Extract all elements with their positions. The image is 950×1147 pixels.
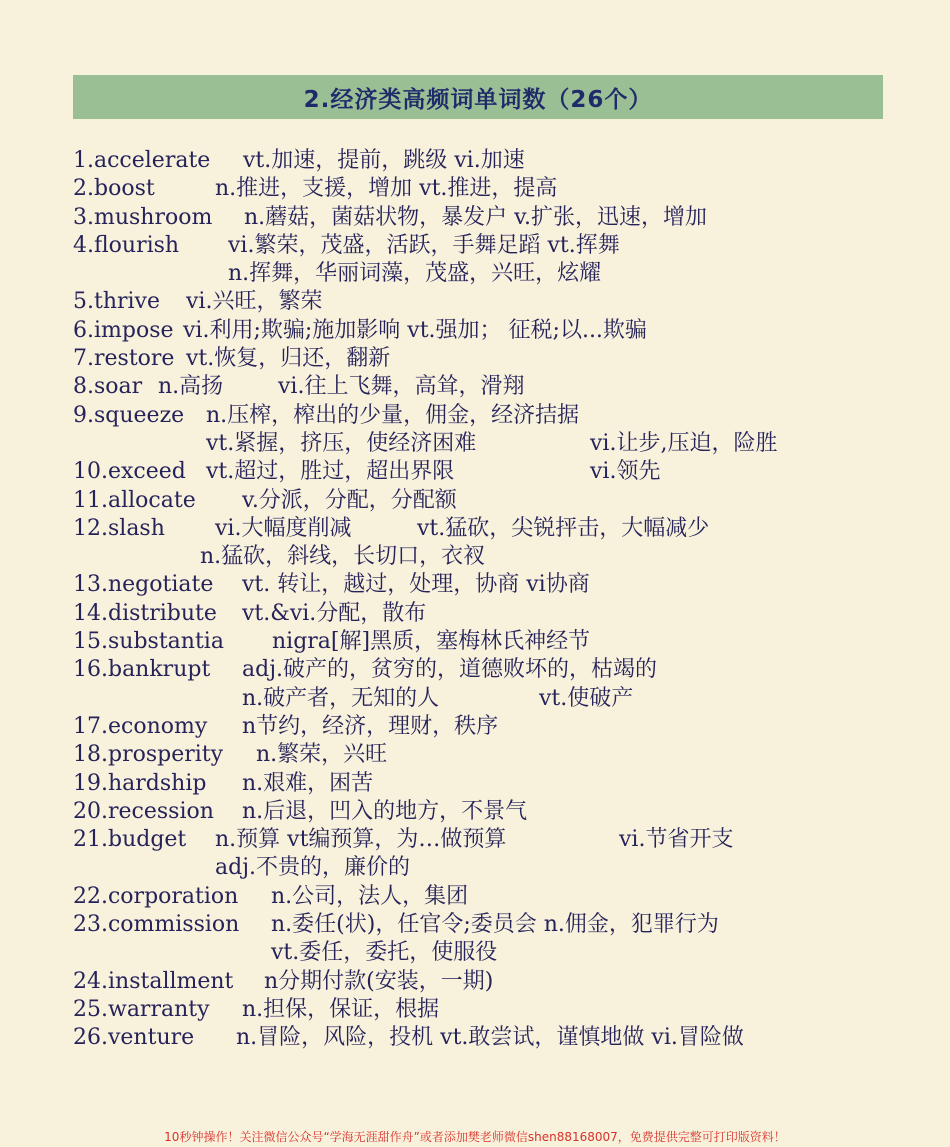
word-entry xyxy=(73,204,933,232)
headword: 22.corporation xyxy=(73,883,239,909)
definition: n.冒险，风险，投机 vt.敢尝试，谨慎地做 vi.冒险做 xyxy=(236,1025,744,1051)
word-entry xyxy=(73,147,933,175)
footer-promo-text: 10秒钟操作！关注微信公众号“学海无涯甜作舟”或者添加樊老师微信shen88168007，免费提供完整可打印版资料！ xyxy=(164,1130,786,1144)
word-entry xyxy=(73,628,933,656)
word-entry xyxy=(73,345,933,373)
definition: n.推进，支援，增加 vt.推进，提高 xyxy=(215,176,558,202)
headword: 8.soar xyxy=(73,374,143,400)
definition: vt.委任，委托，使服役 xyxy=(271,940,498,966)
headword: 18.prosperity xyxy=(73,742,224,768)
definition: n节约，经济，理财，秩序 xyxy=(242,713,499,739)
headword: 11.allocate xyxy=(73,487,196,513)
definition: n.委任(状)，任官令;委员会 n.佣金，犯罪行为 xyxy=(271,912,719,938)
definition: vi.兴旺，繁荣 xyxy=(186,289,323,315)
word-entry-continuation xyxy=(73,854,933,882)
definition: n.艰难，困苦 xyxy=(242,770,374,796)
word-entry xyxy=(73,713,933,741)
word-entry-continuation xyxy=(73,939,933,967)
word-entry-continuation xyxy=(73,685,933,713)
word-entry xyxy=(73,826,933,854)
definition: adj.不贵的，廉价的 xyxy=(215,855,411,881)
word-entry-continuation xyxy=(73,430,933,458)
section-title: 2.经济类高频词单词数（26个） xyxy=(303,86,653,113)
word-entry xyxy=(73,175,933,203)
definition: n.公司，法人，集团 xyxy=(271,883,469,909)
headword: 24.installment xyxy=(73,968,234,994)
word-entry xyxy=(73,741,933,769)
definition: vt.猛砍，尖锐抨击，大幅减少 xyxy=(417,515,710,541)
definition: n.压榨，榨出的少量，佣金，经济拮据 xyxy=(206,402,580,428)
headword: 12.slash xyxy=(73,515,165,541)
word-entry xyxy=(73,571,933,599)
word-entry xyxy=(73,402,933,430)
headword: 16.bankrupt xyxy=(73,657,211,683)
headword: 1.accelerate xyxy=(73,148,211,173)
definition: n.高扬 xyxy=(158,374,224,400)
headword: 2.boost xyxy=(73,176,155,202)
headword: 7.restore xyxy=(73,346,175,372)
headword: 20.recession xyxy=(73,798,214,824)
headword: 5.thrive xyxy=(73,289,161,315)
headword: 25.warranty xyxy=(73,996,210,1022)
definition: v.分派，分配，分配额 xyxy=(242,487,457,513)
headword: 13.negotiate xyxy=(73,572,214,598)
definition: n.挥舞，华丽词藻，茂盛，兴旺，炫耀 xyxy=(228,261,602,287)
definition: vt.加速，提前，跳级 vi.加速 xyxy=(243,148,525,173)
definition: n.破产者，无知的人 xyxy=(242,685,440,711)
headword: 6.impose xyxy=(73,317,174,343)
word-entry xyxy=(73,515,933,543)
headword: 26.venture xyxy=(73,1025,195,1051)
word-entry xyxy=(73,996,933,1024)
definition: adj.破产的，贫穷的，道德败坏的，枯竭的 xyxy=(242,657,658,683)
definition: vt.使破产 xyxy=(539,685,634,711)
word-entry-continuation xyxy=(73,260,933,288)
definition: vt.超过，胜过，超出界限 xyxy=(206,459,455,485)
word-entry xyxy=(73,317,933,345)
headword: 21.budget xyxy=(73,827,187,853)
definition: vt.&vi.分配，散布 xyxy=(242,600,427,626)
word-entry xyxy=(73,798,933,826)
headword: 10.exceed xyxy=(73,459,186,485)
headword: 23.commission xyxy=(73,912,240,938)
definition: vi.大幅度削减 xyxy=(215,515,352,541)
definition: n.担保，保证，根据 xyxy=(242,996,440,1022)
definition: n.猛砍，斜线，长切口，衣衩 xyxy=(200,544,486,570)
definition: n.预算 vt编预算，为…做预算 xyxy=(215,827,507,853)
word-entry xyxy=(73,373,933,401)
definition: vi.节省开支 xyxy=(619,827,734,853)
section-header-bar xyxy=(73,75,883,119)
definition: vi.利用;欺骗;施加影响 vt.强加； 征税;以...欺骗 xyxy=(183,317,647,343)
word-list xyxy=(73,147,933,1053)
word-entry xyxy=(73,656,933,684)
word-entry xyxy=(73,487,933,515)
headword: 14.distribute xyxy=(73,600,217,626)
definition: vi.领先 xyxy=(590,459,661,485)
word-entry xyxy=(73,1024,933,1052)
word-entry xyxy=(73,968,933,996)
definition: vi.繁荣，茂盛，活跃，手舞足蹈 vt.挥舞 xyxy=(228,232,620,258)
headword: 3.mushroom xyxy=(73,204,213,230)
definition: n分期付款(安装，一期) xyxy=(264,968,494,994)
definition: n.蘑菇，菌菇状物，暴发户 v.扩张，迅速，增加 xyxy=(244,204,707,230)
headword: 9.squeeze xyxy=(73,402,185,428)
word-entry xyxy=(73,458,933,486)
headword: 4.flourish xyxy=(73,232,180,258)
word-entry xyxy=(73,288,933,316)
headword: 19.hardship xyxy=(73,770,207,796)
headword: 15.substantia xyxy=(73,629,224,655)
headword: 17.economy xyxy=(73,713,208,739)
definition: vi.让步,压迫，险胜 xyxy=(590,430,778,456)
definition: vi.往上飞舞，高耸，滑翔 xyxy=(278,374,525,400)
word-entry xyxy=(73,232,933,260)
word-entry xyxy=(73,883,933,911)
definition: n.繁荣，兴旺 xyxy=(256,742,388,768)
definition: nigra[解]黑质，塞梅林氏神经节 xyxy=(272,629,591,655)
definition: n.后退，凹入的地方，不景气 xyxy=(242,798,528,824)
definition: vt.恢复，归还，翻新 xyxy=(186,346,391,372)
word-entry xyxy=(73,770,933,798)
word-entry-continuation xyxy=(73,543,933,571)
definition: vt. 转让，越过，处理，协商 vi协商 xyxy=(242,572,590,598)
word-entry xyxy=(73,911,933,939)
definition: vt.紧握，挤压，使经济困难 xyxy=(206,430,477,456)
word-entry xyxy=(73,600,933,628)
